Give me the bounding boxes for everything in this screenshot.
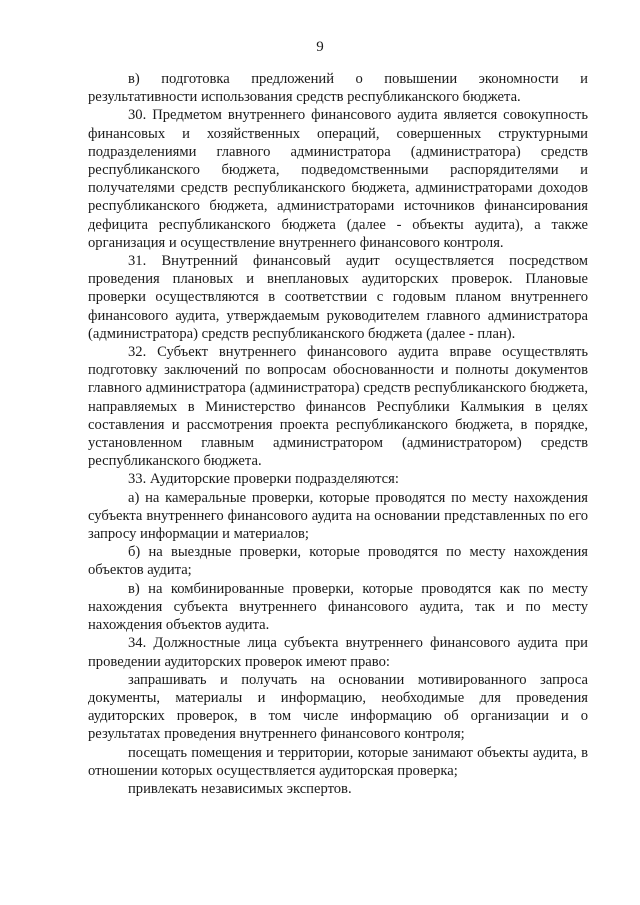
paragraph-32: 32. Субъект внутреннего финансового аудита вправе осуществлять подготовку заключений по вопросам обоснованности и полноты документов главного администратора (администратора) средств республиканского бюджета, направляемых в Министерство финансов Республики Калмыкия в целях составления и рассмотрения проекта республиканского бюджета, в порядке, установленном главным администратором (администратором) средств республиканского бюджета. xyxy=(88,344,588,470)
paragraph-33: 33. Аудиторские проверки подразделяются: xyxy=(128,471,399,488)
paragraph-33-b: б) на выездные проверки, которые проводятся по месту нахождения объектов аудита; xyxy=(88,544,588,579)
page-number: 9 xyxy=(316,39,324,55)
paragraph-33-v: в) на комбинированные проверки, которые проводятся как по месту нахождения субъекта внутреннего финансового аудита, так и по месту нахождения объектов аудита. xyxy=(88,580,588,634)
document-body xyxy=(88,70,588,798)
paragraph-30: 30. Предметом внутреннего финансового аудита является совокупность финансовых и хозяйственных операций, совершенных структурными подразделениями главного администратора (администратора) средств республиканского бюджета, подведомственными распорядителями и получателями средств республиканского бюджета, администраторами доходов республиканского бюджета, администраторами источников финансирования дефицита республиканского бюджета (далее - объекты аудита), а также организация и осуществление внутреннего финансового контроля. xyxy=(88,107,588,251)
paragraph-34-experts: привлекать независимых экспертов. xyxy=(128,780,352,797)
paragraph-33-a: а) на камеральные проверки, которые проводятся по месту нахождения субъекта внутреннего финансового аудита на основании представленных по его запросу информации и материалов; xyxy=(88,489,588,543)
paragraph-item-v: в) подготовка предложений о повышении экономности и результативности использования средств республиканского бюджета. xyxy=(88,71,588,106)
paragraph-34-request: запрашивать и получать на основании мотивированного запроса документы, материалы и информацию, необходимые для проведения аудиторских проверок, в том числе информацию об организации и о результатах проведения внутреннего финансового контроля; xyxy=(88,671,588,743)
paragraph-34-visit: посещать помещения и территории, которые занимают объекты аудита, в отношении которых осуществляется аудиторская проверка; xyxy=(88,744,588,779)
paragraph-31: 31. Внутренний финансовый аудит осуществляется посредством проведения плановых и внеплановых аудиторских проверок. Плановые проверки осуществляются в соответствии с годовым планом внутреннего финансового аудита, утверждаемым руководителем главного администратора (администратора) средств республиканского бюджета (далее - план). xyxy=(88,253,588,342)
paragraph-34: 34. Должностные лица субъекта внутреннего финансового аудита при проведении аудиторских проверок имеют право: xyxy=(88,635,588,670)
